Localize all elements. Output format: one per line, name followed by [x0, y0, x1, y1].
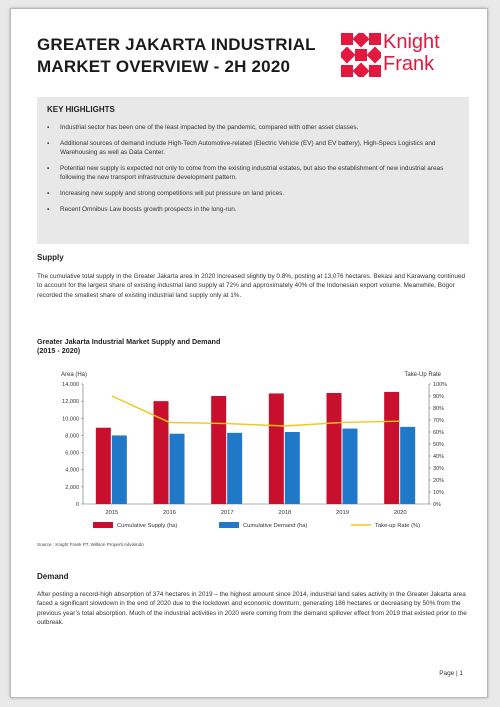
y-right-tick-label: 90% [433, 394, 445, 400]
bar-demand [170, 434, 185, 504]
y-left-tick-label: 12,000 [62, 399, 79, 406]
key-highlights-title: KEY HIGHLIGHTS [47, 105, 115, 114]
y-axis-left-label: Area (Ha) [61, 372, 88, 378]
bar-demand [400, 427, 415, 504]
bar-supply [327, 393, 342, 504]
bullet-icon: ▪ [47, 206, 50, 213]
chart-title-line-2: (2015 - 2020) [37, 346, 81, 355]
highlight-item: ▪ Potential new supply is expected not only to come from the existing industrial estates, but also the establishment of new industrial areas following the new transport infrastructure development pattern. [47, 165, 444, 181]
y-right-tick-label: 100% [433, 382, 448, 388]
key-highlights-box [37, 97, 469, 244]
key-highlights-list [47, 123, 459, 221]
title-line-2: MARKET OVERVIEW - 2H 2020 [37, 57, 291, 76]
chart-title-line-1: Greater Jakarta Industrial Market Supply and Demand [37, 337, 221, 346]
title-line-1: GREATER JAKARTA INDUSTRIAL [37, 35, 316, 54]
highlight-item: ▪ Increasing new supply and strong competitions will put pressure on land prices. [47, 190, 285, 197]
bar-demand [343, 429, 358, 504]
legend-label: Take-up Rate (%) [375, 523, 421, 529]
y-right-tick-label: 30% [433, 466, 445, 472]
highlight-item: ▪ Additional sources of demand include High-Tech Automotive-related (Electric Vehicle (EV) and EV battery), High-Specs Logistics and Warehousing as well as Data Center. [47, 140, 436, 156]
bullet-icon: ▪ [47, 124, 50, 131]
bar-supply [96, 428, 111, 504]
x-tick-label: 2018 [278, 510, 292, 516]
logo-text-line-2: Frank [383, 53, 435, 75]
bar-demand [285, 432, 300, 504]
y-left-tick-label: 4,000 [65, 467, 79, 474]
bar-supply [384, 392, 399, 504]
y-right-tick-label: 50% [433, 442, 445, 448]
supply-demand-chart [33, 364, 469, 542]
y-right-tick-label: 70% [433, 418, 445, 424]
x-tick-label: 2015 [105, 510, 119, 516]
y-axis-right-label: Take-Up Rate [404, 372, 441, 378]
page-number: Page | 1 [439, 670, 463, 677]
y-right-tick-label: 0% [433, 502, 441, 508]
logo-text-line-1: Knight [383, 31, 440, 53]
bar-demand [112, 435, 127, 504]
knight-frank-logo-icon [341, 33, 381, 77]
highlight-item: ▪ Recent Omnibus Law boosts growth prospects in the long-run. [47, 206, 237, 213]
bullet-icon: ▪ [47, 165, 50, 172]
highlight-item: ▪ Industrial sector has been one of the least impacted by the pandemic, compared with other asset classes. [47, 124, 359, 131]
chart-source: Source : Knight Frank PT. Willson Properti Advisindo [37, 542, 144, 547]
y-left-tick-label: 2,000 [65, 484, 79, 491]
bullet-icon: ▪ [47, 190, 50, 197]
demand-heading: Demand [37, 572, 69, 581]
demand-paragraph: After posting a record-high absorption of 374 hectares in 2019 – the highest amount since 2014, industrial land sales activity in the Greater Jakarta area faced a significant slowdown in the end of 2020 due to the lockdown and economic downturn, generating 186 hectares or decreasing by 50% from the previous year’s total absorption. Much of the industrial activities in 2020 were coming from the demand spillover effect from 2019 that existed prior to the outbreak. [37, 591, 467, 627]
y-right-tick-label: 40% [433, 454, 445, 460]
x-tick-label: 2016 [163, 510, 176, 516]
y-left-tick-label: 14,000 [62, 382, 79, 388]
y-right-tick-label: 80% [433, 406, 445, 412]
y-left-tick-label: 0 [75, 502, 79, 508]
y-left-tick-label: 6,000 [65, 450, 79, 457]
legend-swatch [219, 522, 239, 528]
y-right-tick-label: 20% [433, 478, 445, 484]
supply-paragraph: The cumulative total supply in the Greater Jakarta area in 2020 increased slightly by 0.8%, posting at 13,076 hectares. Bekasi and Karawang continued to account for the largest share of existing industrial land supply at 72% and approximately 40% of the Indonesian export volume. Meanwhile, Bogor recorded the smallest share of existing industrial land supply only at 1%. [37, 273, 466, 299]
y-right-tick-label: 60% [433, 430, 445, 436]
knight-frank-logo [341, 31, 461, 81]
legend-swatch [93, 522, 113, 528]
y-left-tick-label: 10,000 [62, 416, 79, 423]
logo-wordmark [383, 31, 461, 75]
chart-title [37, 337, 337, 355]
legend-label: Cumulative Demand (ha) [243, 523, 308, 529]
bar-supply [211, 396, 226, 504]
x-tick-label: 2020 [393, 510, 407, 516]
x-tick-label: 2017 [220, 510, 234, 516]
bar-supply [269, 393, 284, 504]
y-right-tick-label: 10% [433, 490, 445, 496]
y-left-tick-label: 8,000 [65, 433, 79, 440]
x-tick-label: 2019 [336, 510, 349, 516]
page-title [37, 34, 337, 78]
supply-heading: Supply [37, 253, 64, 262]
document-page [10, 8, 488, 698]
bullet-icon: ▪ [47, 140, 50, 147]
bar-demand [227, 433, 242, 504]
legend-label: Cumulative Supply (ha) [117, 523, 178, 529]
